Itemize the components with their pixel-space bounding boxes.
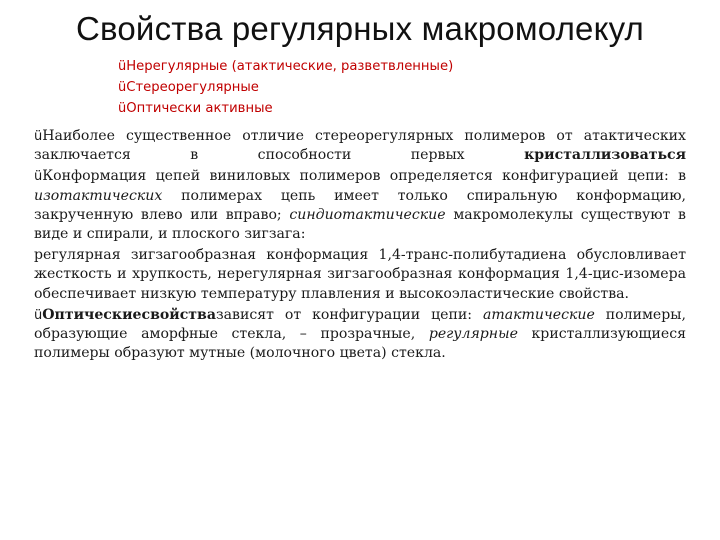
checkmark-icon: ü: [118, 80, 127, 95]
slide-body: [34, 127, 686, 365]
type-stereoregular: Стереорегулярные: [126, 80, 259, 95]
type-irregular: Нерегулярные (атактические, разветвленные): [126, 59, 454, 74]
checkmark-icon: ü: [34, 307, 43, 323]
list-item: [118, 56, 453, 77]
paragraph-text: полимеры, образующие аморфные стекла, – прозрачные,: [34, 306, 686, 343]
checkmark-icon: ü: [118, 101, 127, 116]
paragraph-conformation: [34, 167, 686, 244]
paragraph-text: Конформация цепей виниловых полимеров определяется конфигурацией цепи: в: [42, 168, 686, 185]
type-optically-active: Оптически активные: [126, 101, 273, 116]
list-item: [118, 77, 453, 98]
checkmark-icon: ü: [118, 59, 127, 74]
paragraph-text: макромолекулы существуют в виде и спирали, и плоского зигзага:: [34, 206, 686, 243]
paragraph-text: Наиболее существенное отличие стереорегулярных полимеров от атактических заключается в способности первых: [34, 128, 686, 164]
slide-title: Свойства регулярных макромолекул: [75, 10, 645, 47]
paragraph-text: полимерах цепь имеет только спиральную конформацию, закрученную влево или вправо;: [34, 187, 686, 223]
emphasis-optical-properties: Оптическиесвойства: [42, 306, 216, 323]
term-isotactic: изотактических: [34, 187, 163, 204]
paragraph-polybutadiene: регулярная зигзагообразная конформация 1,4-транс-полибутадиена обусловливает жесткость и хрупкость, нерегулярная зигзагообразная конформация 1,4-цис-изомера обеспечивает низкую температуру плавления и высокоэластические свойства.: [34, 247, 686, 302]
emphasis-crystallize: кристаллизоваться: [524, 147, 686, 164]
checkmark-icon: ü: [34, 129, 43, 144]
term-regular: регулярные: [428, 326, 518, 343]
paragraph-text: зависят от конфигурации цепи:: [215, 306, 483, 323]
paragraph-crystallization: [34, 127, 686, 165]
paragraph-optical: [34, 306, 686, 364]
list-item: [118, 98, 453, 119]
paragraph-text: кристаллизующиеся полимеры образуют мутные (молочного цвета) стекла.: [34, 326, 686, 362]
polymer-types-list: [118, 56, 453, 119]
checkmark-icon: ü: [34, 169, 43, 185]
term-syndiotactic: синдиотактические: [289, 206, 446, 223]
term-atactic: атактические: [482, 306, 595, 323]
